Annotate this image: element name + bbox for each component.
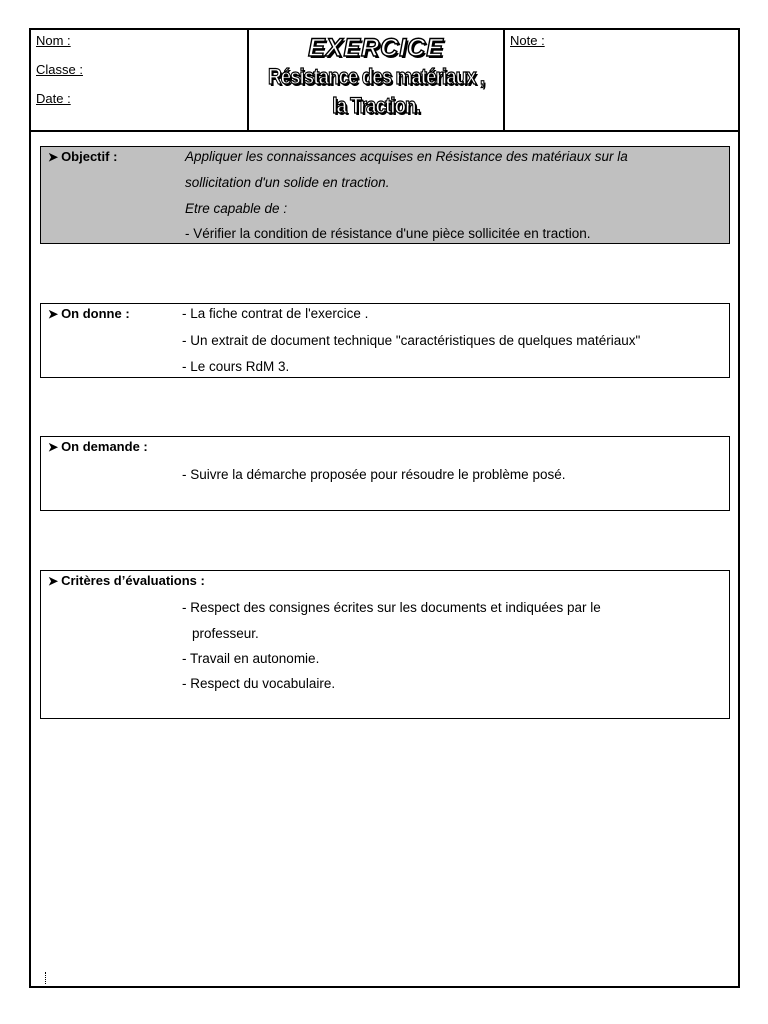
criteres-line: - Respect des consignes écrites sur les documents et indiquées par le [182, 600, 601, 615]
exercise-title: EXERCICE [308, 34, 444, 62]
nom-label: Nom : [36, 33, 71, 48]
arrowhead-bullet-icon: ➤ [48, 574, 59, 588]
on-donne-box [40, 303, 730, 378]
objectif-box [40, 146, 730, 244]
criteres-box [40, 570, 730, 719]
paragraph-marker [45, 972, 48, 984]
objectif-line: - Vérifier la condition de résistance d'une pièce sollicitée en traction. [185, 226, 591, 241]
arrowhead-bullet-icon: ➤ [48, 440, 59, 454]
on-donne-line: - Le cours RdM 3. [182, 359, 290, 374]
on-donne-line: - Un extrait de document technique "caractéristiques de quelques matériaux" [182, 333, 641, 348]
on-demande-title [48, 439, 148, 454]
classe-label: Classe : [36, 62, 83, 77]
on-donne-title [48, 306, 130, 321]
note-cell [505, 30, 738, 130]
on-donne-line: - La fiche contrat de l'exercice . [182, 306, 369, 321]
objectif-title [48, 149, 117, 164]
criteres-line: - Travail en autonomie. [182, 651, 320, 666]
arrowhead-bullet-icon: ➤ [48, 150, 59, 164]
arrowhead-bullet-icon: ➤ [48, 307, 59, 321]
on-demande-box [40, 436, 730, 511]
exercise-subtitle-line2: la Traction. [332, 93, 420, 118]
objectif-label: Objectif : [61, 149, 118, 164]
note-label: Note : [510, 33, 545, 48]
student-info-cell [31, 30, 249, 130]
criteres-label: Critères d’évaluations : [61, 573, 205, 588]
on-demande-label: On demande : [61, 439, 148, 454]
objectif-line: Appliquer les connaissances acquises en Résistance des matériaux sur la [185, 149, 628, 164]
objectif-line: Etre capable de : [185, 201, 288, 216]
exercise-subtitle-line1: Résistance des matériaux , [267, 64, 485, 89]
title-cell [249, 30, 505, 130]
criteres-line: professeur. [192, 626, 259, 641]
date-label: Date : [36, 91, 71, 106]
criteres-title [48, 573, 205, 588]
objectif-line: sollicitation d'un solide en traction. [185, 175, 390, 190]
on-donne-label: On donne : [61, 306, 130, 321]
header-table [29, 28, 740, 132]
criteres-line: - Respect du vocabulaire. [182, 676, 336, 691]
on-demande-line: - Suivre la démarche proposée pour résoudre le problème posé. [182, 467, 566, 482]
